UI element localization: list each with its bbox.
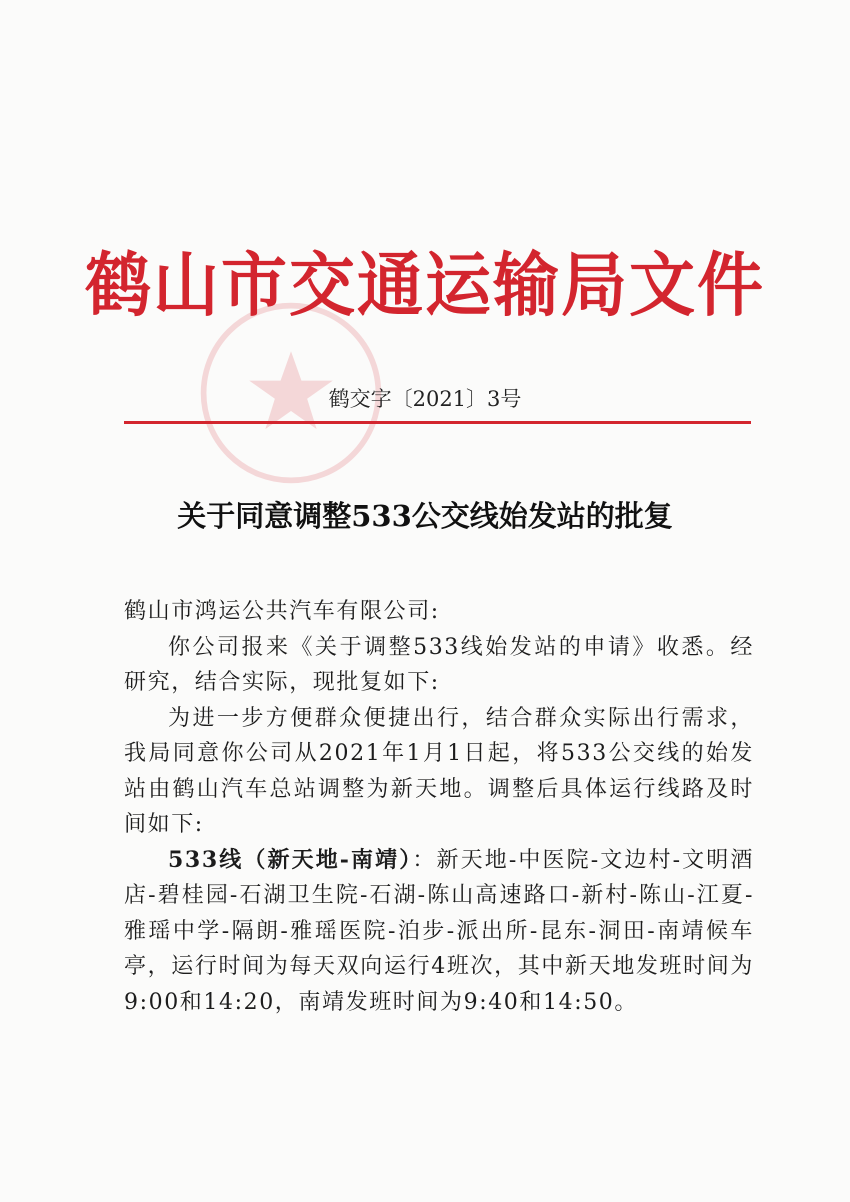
red-divider-line bbox=[124, 421, 751, 424]
route-paragraph bbox=[124, 843, 754, 1021]
paragraph-2: 为进一步方便群众便捷出行，结合群众实际出行需求，我局同意你公司从2021年1月1日起，将533公交线的始发站由鹤山汽车总站调整为新天地。调整后具体运行线路及时间如下: bbox=[124, 705, 754, 837]
document-masthead: 鹤山市交通运输局文件 bbox=[85, 245, 765, 326]
document-title: 关于同意调整533公交线始发站的批复 bbox=[177, 499, 673, 533]
paragraph-1: 你公司报来《关于调整533线始发站的申请》收悉。经研究，结合实际，现批复如下: bbox=[124, 634, 754, 695]
route-label: 533线（新天地-南靖） bbox=[168, 846, 413, 873]
salutation: 鹤山市鸿运公共汽车有限公司: bbox=[124, 599, 440, 624]
document-number: 鹤交字〔2021〕3号 bbox=[328, 387, 522, 411]
document-body bbox=[124, 594, 754, 1020]
route-description: ：新天地-中医院-文边村-文明酒店-碧桂园-石湖卫生院-石湖-陈山高速路口-新村-陈山-江夏-雅瑶中学-隔朗-雅瑶医院-泊步-派出所-昆东-洞田-南靖候车亭，运行时间为每天双向运行4班次，其中新天地发班时间为9:00和14:20，南靖发班时间为9:40和14:50。 bbox=[124, 847, 754, 1015]
